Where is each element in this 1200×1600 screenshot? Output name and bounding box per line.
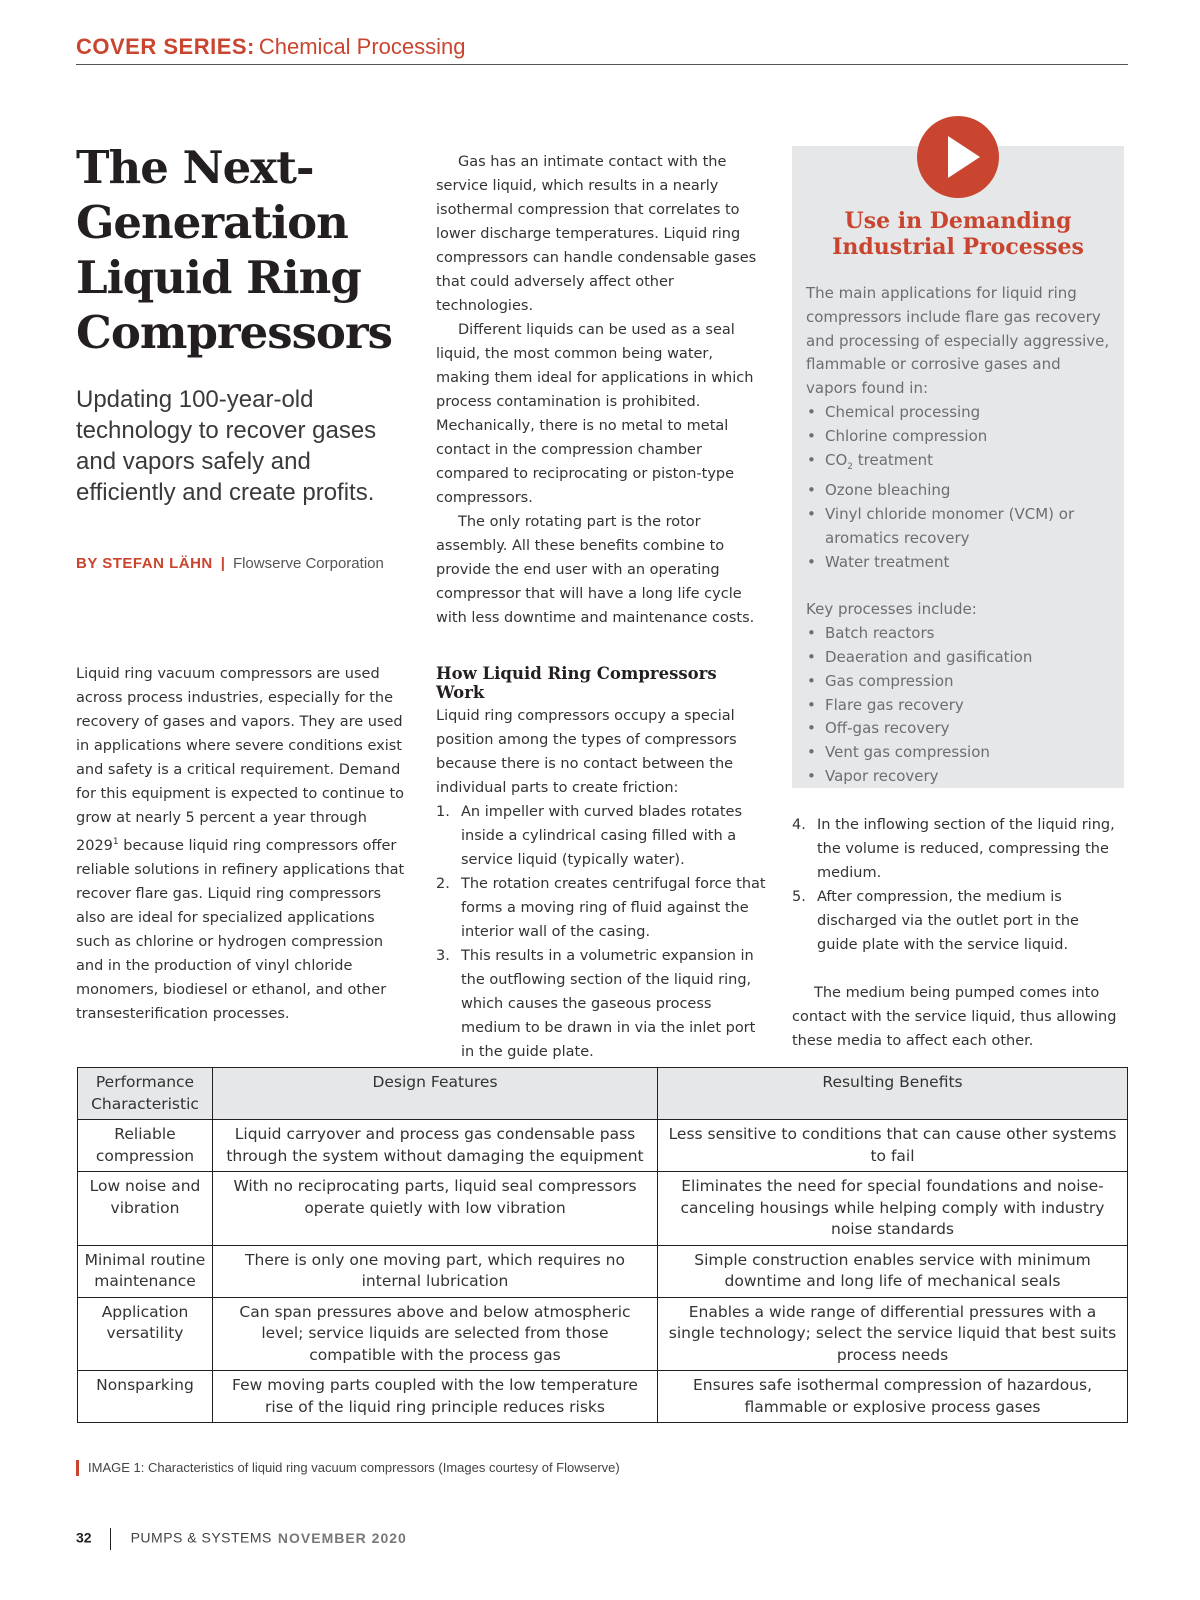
table-cell: With no reciprocating parts, liquid seal compressors operate quietly with low vibration [213,1172,658,1246]
list-item [806,449,1112,480]
table-cell: Reliable compression [78,1120,213,1172]
step-number: 3. [436,948,450,964]
table-cell: Less sensitive to conditions that can cause other systems to fail [658,1120,1128,1172]
list-item: • Ozone bleaching [806,479,1112,503]
list-item: • Flare gas recovery [806,694,1112,718]
intro-paragraph [76,662,412,1026]
list-item: • Chemical processing [806,401,1112,425]
list-item [436,800,770,872]
table-row [78,1172,1128,1246]
section-heading: How Liquid Ring Compressors Work [436,664,717,702]
page-number: 32 [76,1529,92,1546]
sidebar-content [806,282,1112,789]
table-cell: Nonsparking [78,1371,213,1423]
sidebar-box [792,146,1124,788]
author-name: BY STEFAN LÄHN [76,555,213,572]
table-cell: Low noise and vibration [78,1172,213,1246]
list-item [792,813,1124,885]
list-item: • Vinyl chloride monomer (VCM) or aromatics recovery [806,503,1112,551]
steps-list [436,800,770,1064]
table-cell: There is only one moving part, which requires no internal lubrication [213,1245,658,1297]
column-header: Performance Characteristic [78,1068,213,1120]
list-item: • Vent gas compression [806,741,1112,765]
byline-separator: | [220,555,225,572]
intro-text-cont: because liquid ring compressors offer reliable solutions in refinery applications that recover flare gas. Liquid ring compressors also are ideal for specialized applications such as chlorine or hydrogen compression and in the production of vinyl chloride monomers, biodiesel or ethanol, and other transesterification processes. [76,837,405,1022]
table-cell: Eliminates the need for special foundations and noise-canceling housings while helping comply with industry noise standards [658,1172,1128,1246]
step-number: 2. [436,876,450,892]
steps-list-continued [792,813,1124,957]
intro-text: Liquid ring vacuum compressors are used across process industries, especially for the recovery of gases and vapors. They are used in applications where severe conditions exist and safety is a critical requirement. Demand for this equipment is expected to continue to grow at nearly 5 percent a year through 2029 [76,666,405,854]
table-cell: Liquid carryover and process gas condensable pass through the system without damaging the equipment [213,1120,658,1172]
co2-suffix: treatment [853,450,934,469]
table-row [78,1120,1128,1172]
list-item: • Deaeration and gasification [806,646,1112,670]
step-text: An impeller with curved blades rotates inside a cylindrical casing filled with a service liquid (typically water). [461,804,743,868]
series-label: COVER SERIES: [76,34,255,59]
body-paragraph: The only rotating part is the rotor assembly. All these benefits combine to provide the end user with an operating compressor that will have a long life cycle with less downtime and maintenance costs. [436,514,755,626]
image-caption: IMAGE 1: Characteristics of liquid ring vacuum compressors (Images courtesy of Flowserve) [76,1460,620,1476]
list-item: • Gas compression [806,670,1112,694]
author-organization: Flowserve Corporation [232,555,384,572]
column-header: Design Features [213,1068,658,1120]
sidebar-title-line: Use in Demanding [844,208,1072,234]
list-item: • Batch reactors [806,622,1112,646]
step-text: The rotation creates centrifugal force that forms a moving ring of fluid against the interior wall of the casing. [461,876,766,940]
table-header-row [78,1068,1128,1120]
sidebar-intro: The main applications for liquid ring compressors include flare gas recovery and processing of especially aggressive, flammable or corrosive gases and vapors found in: [806,284,1110,398]
co2-label: CO [825,450,848,469]
byline [76,555,416,572]
processes-list [806,622,1112,789]
applications-list [806,401,1112,575]
characteristics-table [77,1067,1128,1423]
table-cell: Can span pressures above and below atmospheric level; service liquids are selected from those compatible with the process gas [213,1297,658,1371]
list-item [436,944,770,1064]
step-number: 4. [792,817,806,833]
section-header [76,34,1128,65]
co2-subscript: 2 [847,461,854,472]
body-paragraph: Different liquids can be used as a seal liquid, the most common being water, making them ideal for applications in which process contamination is prohibited. Mechanically, there is no metal to metal contact in the compression chamber compared to reciprocating or piston-type compressors. [436,322,754,506]
column-header: Resulting Benefits [658,1068,1128,1120]
section-intro: Liquid ring compressors occupy a special position among the types of compressors because there is no contact between the individual parts to create friction: [436,708,737,796]
body-paragraph: Gas has an intimate contact with the service liquid, which results in a nearly isothermal compression that correlates to lower discharge temperatures. Liquid ring compressors can handle condensable gases that could adversely affect other technologies. [436,154,757,314]
article-title: The Next-Generation Liquid Ring Compressors [76,141,392,359]
series-topic: Chemical Processing [258,34,466,59]
table-cell: Simple construction enables service with minimum downtime and long life of mechanical seals [658,1245,1128,1297]
list-item: • Chlorine compression [806,425,1112,449]
processes-label: Key processes include: [806,600,977,619]
step-text: After compression, the medium is discharged via the outlet port in the guide plate with the service liquid. [817,889,1079,953]
list-item: • Vapor recovery [806,765,1112,789]
footnote-ref[interactable]: 1 [112,837,119,847]
sidebar-title-line: Industrial Processes [832,234,1084,260]
table-cell: Enables a wide range of differential pressures with a single technology; select the service liquid that best suits process needs [658,1297,1128,1371]
middle-column [436,150,770,1064]
step-text: In the inflowing section of the liquid ring, the volume is reduced, compressing the medium. [817,817,1115,881]
issue-date: NOVEMBER 2020 [277,1529,407,1546]
intro-column [76,662,412,1026]
sidebar-title [792,208,1124,260]
footer-divider [110,1528,111,1550]
table-cell: Minimal routine maintenance [78,1245,213,1297]
list-item: • Water treatment [806,551,1112,575]
article-subtitle: Updating 100-year-old technology to recover gases and vapors safely and efficiently and create profits. [76,386,377,506]
closing-paragraph: The medium being pumped comes into contact with the service liquid, thus allowing these media to affect each other. [792,985,1117,1049]
play-button[interactable] [917,116,999,198]
table-row [78,1245,1128,1297]
step-text: This results in a volumetric expansion in the outflowing section of the liquid ring, which causes the gaseous process medium to be drawn in via the inlet port in the guide plate. [461,948,756,1060]
list-item [436,872,770,944]
right-column [792,813,1124,1053]
list-item: • Off-gas recovery [806,717,1112,741]
step-number: 5. [792,889,806,905]
table-row [78,1371,1128,1423]
play-icon [917,116,999,198]
table-cell: Ensures safe isothermal compression of hazardous, flammable or explosive process gases [658,1371,1128,1423]
table-row [78,1297,1128,1371]
characteristics-table-wrap [77,1067,1128,1423]
table-cell: Few moving parts coupled with the low temperature rise of the liquid ring principle reduces risks [213,1371,658,1423]
table-cell: Application versatility [78,1297,213,1371]
magazine-name: PUMPS & SYSTEMS [130,1529,272,1546]
list-item [792,885,1124,957]
step-number: 1. [436,804,450,820]
page-footer [76,1528,407,1550]
